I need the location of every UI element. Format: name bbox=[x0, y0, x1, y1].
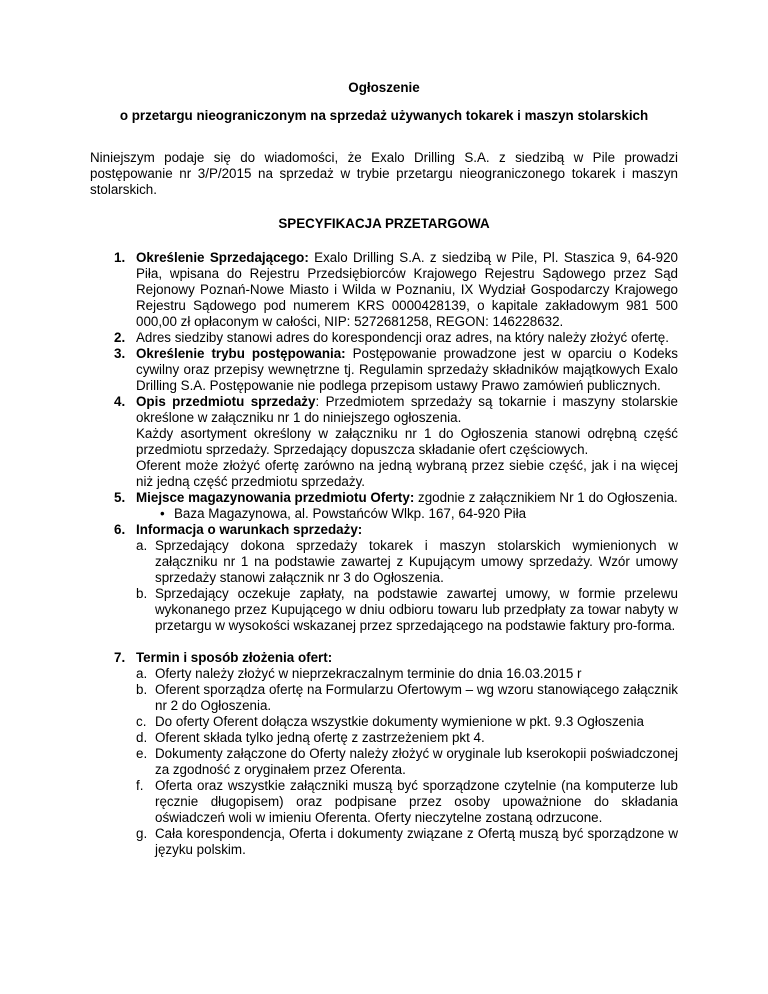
document-title: Ogłoszenie bbox=[348, 80, 420, 95]
section-heading: Określenie trybu postępowania: bbox=[136, 346, 346, 361]
item-letter: g. bbox=[136, 826, 148, 841]
item-letter: f. bbox=[136, 778, 144, 793]
section-number: 7. bbox=[114, 650, 126, 665]
section-5 bbox=[114, 490, 678, 522]
section-heading: Opis przedmiotu sprzedaży bbox=[136, 394, 316, 409]
section-paragraph: Każdy asortyment określony w załączniku nr 1 do Ogłoszenia stanowi odrębną część przedmiotu sprzedaży. Sprzedający dopuszcza składanie ofert częściowych. bbox=[136, 426, 678, 457]
section-number: 6. bbox=[114, 522, 126, 537]
section-heading: Termin i sposób złożenia ofert: bbox=[136, 650, 333, 665]
document-subtitle: o przetargu nieograniczonym na sprzedaż używanych tokarek i maszyn stolarskich bbox=[119, 108, 649, 123]
item-letter: a. bbox=[136, 666, 148, 681]
section-number: 2. bbox=[114, 330, 126, 345]
list-item bbox=[160, 506, 678, 522]
section-paragraph: Oferent może złożyć ofertę zarówno na jedną wybraną przez siebie część, jak i na więcej niż jedną część przedmiotu sprzedaży. bbox=[136, 458, 678, 489]
item-letter: b. bbox=[136, 682, 148, 697]
spec-list bbox=[90, 250, 678, 858]
item-text: Oferty należy złożyć w nieprzekraczalnym terminie do dnia 16.03.2015 r bbox=[155, 666, 582, 681]
section-heading: Miejsce magazynowania przedmiotu Oferty: bbox=[136, 490, 415, 505]
section-heading: Informacja o warunkach sprzedaży: bbox=[136, 522, 363, 537]
section-number: 1. bbox=[114, 250, 126, 265]
sub-list bbox=[136, 666, 678, 858]
section-text: zgodnie z załącznikiem Nr 1 do Ogłoszenia. bbox=[414, 490, 678, 505]
item-letter: b. bbox=[136, 586, 148, 601]
section-3 bbox=[114, 346, 678, 394]
item-text: Cała korespondencja, Oferta i dokumenty związane z Ofertą muszą być sporządzone w języku polskim. bbox=[155, 826, 678, 857]
item-text: Oferent sporządza ofertę na Formularzu Ofertowym – wg wzoru stanowiącego załącznik nr 2 do Ogłoszenia. bbox=[155, 682, 678, 713]
item-letter: e. bbox=[136, 746, 148, 761]
section-1 bbox=[114, 250, 678, 330]
item-text: Oferta oraz wszystkie załączniki muszą być sporządzone czytelnie (na komputerze lub ręcznie długopisem) oraz podpisane przez osoby upoważnione do składania oświadczeń woli w imieniu Oferenta. Oferty nieczytelne zostaną odrzucone. bbox=[155, 778, 678, 825]
spec-heading: SPECYFIKACJA PRZETARGOWA bbox=[278, 216, 490, 231]
item-text: Dokumenty załączone do Oferty należy złożyć w oryginale lub kserokopii poświadczonej za zgodność z oryginałem przez Oferenta. bbox=[155, 746, 678, 777]
list-item bbox=[136, 538, 678, 586]
bullet-icon: • bbox=[160, 506, 165, 521]
bullet-text: Baza Magazynowa, al. Powstańców Wlkp. 167, 64-920 Piła bbox=[174, 506, 527, 521]
section-number: 4. bbox=[114, 394, 126, 409]
item-text: Do oferty Oferent dołącza wszystkie dokumenty wymienione w pkt. 9.3 Ogłoszenia bbox=[155, 714, 644, 729]
item-text: Sprzedający oczekuje zapłaty, na podstawie zawartej umowy, w formie przelewu wykonanego przez Kupującego w dniu odbioru towaru lub przedpłaty za towar nabyty w przetargu w wysokości wskazanej przez sprzedającego na podstawie faktury pro-forma. bbox=[155, 586, 678, 633]
item-letter: a. bbox=[136, 538, 148, 553]
sub-list bbox=[136, 538, 678, 634]
section-text: Exalo Drilling S.A. z siedzibą w Pile, Pl. Staszica 9, 64-920 Piła, wpisana do Rejestru Przedsiębiorców Krajowego Rejestru Sądowego przez Sąd Rejonowy Poznań-Nowe Miasto i Wilda w Poznaniu, IX Wydział Gospodarczy Krajowego Rejestru Sądowego pod numerem KRS 0000428139, o kapitale zakładowym 981 500 000,00 zł opłaconym w całości, NIP: 5272681258, REGON: 146228632. bbox=[136, 250, 678, 329]
list-item bbox=[136, 586, 678, 634]
section-text: : Przedmiotem sprzedaży są tokarnie i maszyny stolarskie określone w załączniku nr 1 do niniejszego ogłoszenia. bbox=[136, 394, 678, 425]
section-2 bbox=[114, 330, 678, 346]
section-4 bbox=[114, 394, 678, 490]
item-letter: d. bbox=[136, 730, 148, 745]
item-text: Sprzedający dokona sprzedaży tokarek i maszyn stolarskich wymienionych w załączniku nr 1 na podstawie zawartej z Kupującym umowy sprzedaży. Wzór umowy sprzedaży stanowi załącznik nr 3 do Ogłoszenia. bbox=[155, 538, 678, 585]
intro-paragraph: Niniejszym podaje się do wiadomości, że Exalo Drilling S.A. z siedzibą w Pile prowadzi postępowanie nr 3/P/2015 na sprzedaż w trybie przetargu nieograniczonego tokarek i maszyn stolarskich. bbox=[90, 150, 678, 197]
list-item bbox=[136, 714, 678, 730]
list-item bbox=[136, 730, 678, 746]
list-item bbox=[136, 666, 678, 682]
bullet-list bbox=[136, 506, 678, 522]
section-text: Adres siedziby stanowi adres do korespondencji oraz adres, na który należy złożyć ofertę. bbox=[136, 330, 669, 345]
list-item bbox=[136, 682, 678, 714]
section-text: Postępowanie prowadzone jest w oparciu o Kodeks cywilny oraz przepisy wewnętrzne tj. Regulamin sprzedaży składników majątkowych Exalo Drilling S.A. Postępowanie nie podlega przepisom ustawy Prawo zamówień publicznych. bbox=[136, 346, 678, 393]
section-number: 3. bbox=[114, 346, 126, 361]
list-item bbox=[136, 746, 678, 778]
section-heading: Określenie Sprzedającego: bbox=[136, 250, 309, 265]
section-6 bbox=[114, 522, 678, 634]
item-letter: c. bbox=[136, 714, 147, 729]
list-item bbox=[136, 778, 678, 826]
item-text: Oferent składa tylko jedną ofertę z zastrzeżeniem pkt 4. bbox=[155, 730, 485, 745]
section-number: 5. bbox=[114, 490, 126, 505]
section-7 bbox=[114, 650, 678, 858]
list-item bbox=[136, 826, 678, 858]
